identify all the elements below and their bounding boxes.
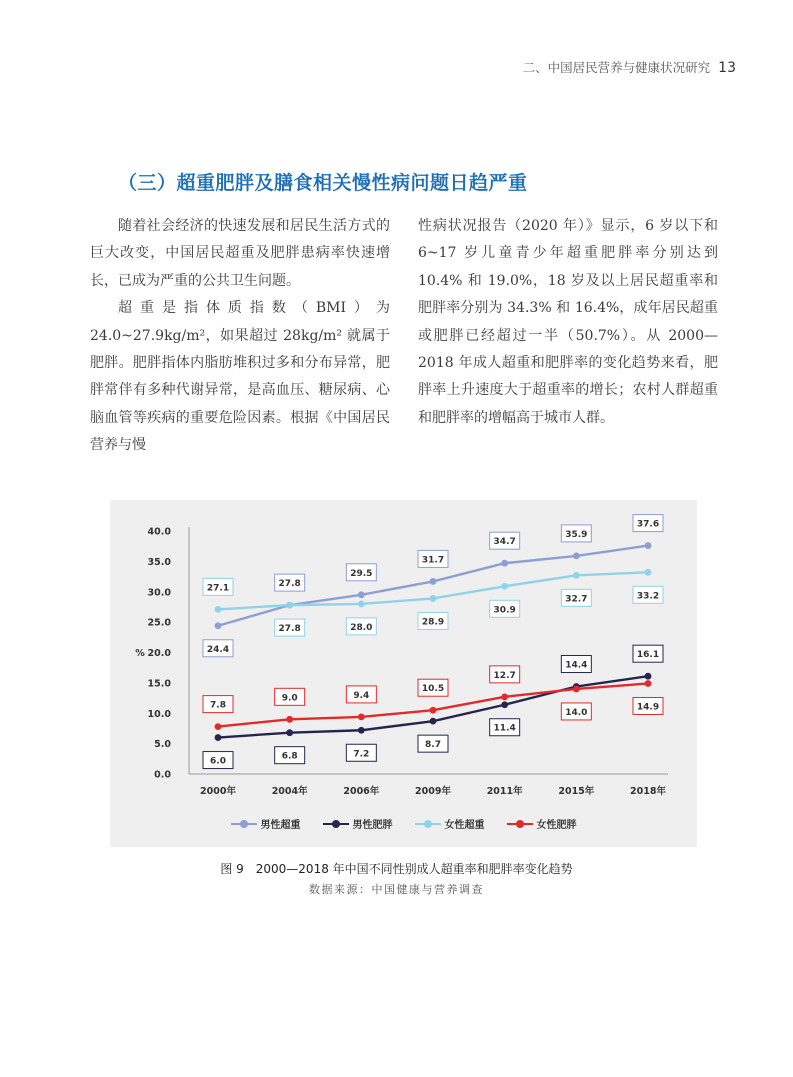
data-label: 27.1 <box>206 583 230 594</box>
x-tick-label: 2011年 <box>486 786 523 797</box>
data-label: 37.6 <box>636 519 660 530</box>
data-point <box>501 701 508 708</box>
data-label: 7.2 <box>353 749 370 760</box>
data-label: 14.4 <box>565 660 588 671</box>
data-point <box>358 713 365 720</box>
x-tick-label: 2015年 <box>558 786 595 797</box>
y-tick-label: 15.0 <box>147 678 171 690</box>
data-point <box>645 542 652 549</box>
chart-legend <box>110 816 697 831</box>
data-label: 9.4 <box>353 690 370 701</box>
y-tick-label: 30.0 <box>147 587 171 599</box>
legend-label: 男性肥胖 <box>352 820 393 831</box>
legend-label: 男性超重 <box>260 820 301 831</box>
running-head <box>523 58 736 76</box>
x-tick-label: 2006年 <box>343 786 380 797</box>
data-label: 11.4 <box>493 723 516 734</box>
legend-label: 女性肥胖 <box>536 820 577 831</box>
data-point <box>645 569 652 576</box>
data-point <box>430 595 437 602</box>
data-label: 35.9 <box>565 529 588 540</box>
legend-item-3 <box>415 816 485 831</box>
chart-panel <box>110 500 697 847</box>
data-point <box>573 572 580 579</box>
y-tick-label: 20.0 <box>147 648 171 659</box>
y-tick-label: 35.0 <box>147 556 171 568</box>
running-title: 二、中国居民营养与健康状况研究 <box>522 60 711 75</box>
data-point <box>215 622 222 629</box>
data-point <box>573 553 580 560</box>
data-point <box>358 591 365 598</box>
legend-item-2 <box>323 816 393 831</box>
data-point <box>215 606 222 613</box>
data-label: 34.7 <box>493 537 516 548</box>
data-point <box>501 583 508 590</box>
data-label: 31.7 <box>421 555 445 566</box>
data-point <box>645 673 652 680</box>
data-point <box>286 602 293 609</box>
right-column <box>418 213 718 460</box>
legend-item-4 <box>507 816 577 831</box>
y-tick-label: 0.0 <box>154 769 171 781</box>
data-label: 27.8 <box>278 624 301 635</box>
y-tick-label: 5.0 <box>154 739 171 751</box>
legend-swatch <box>231 819 257 829</box>
legend-label: 女性超重 <box>444 820 485 831</box>
data-point <box>358 727 365 734</box>
data-point <box>573 686 580 693</box>
data-point <box>430 578 437 585</box>
data-label: 6.0 <box>210 756 226 767</box>
data-label: 10.5 <box>421 684 445 695</box>
data-point <box>286 729 293 736</box>
data-label: 8.7 <box>425 740 441 751</box>
data-label: 16.1 <box>636 650 660 661</box>
line-chart <box>110 500 697 810</box>
data-label: 28.9 <box>421 617 445 628</box>
data-point <box>215 723 222 730</box>
data-label: 24.4 <box>206 644 230 655</box>
data-label: 14.0 <box>565 707 588 718</box>
data-label: 7.8 <box>210 700 226 711</box>
left-column <box>90 213 390 460</box>
data-point <box>430 718 437 725</box>
paragraph-2: 超重是指体质指数（BMI）为 24.0~27.9kg/m²，如果超过 28kg/m² 就属于肥胖。肥胖指体内脂肪堆积过多和分布异常，肥胖常伴有多种代谢异常，是高血压、糖尿病、心脑血管等疾病的重要危险因素。根据《中国居民营养与慢 <box>90 300 390 454</box>
data-label: 14.9 <box>636 702 660 713</box>
paragraph-1: 随着社会经济的快速发展和居民生活方式的巨大改变，中国居民超重及肥胖患病率快速增长，已成为严重的公共卫生问题。 <box>90 218 390 289</box>
paragraph-3: 性病状况报告（2020 年）》显示，6 岁以下和 6~17 岁儿童青少年超重肥胖率分别达到 10.4% 和 19.0%，18 岁及以上居民超重率和肥胖率分别为 34.3% 和 16.4%，成年居民超重或肥胖已经超过一半（50.7%）。从 2000—2018 年成人超重和肥胖率的变化趋势来看，肥胖率上升速度大于超重率的增长；农村人群超重和肥胖率的增幅高于城市人群。 <box>418 218 718 426</box>
legend-swatch <box>323 819 349 829</box>
data-label: 30.9 <box>493 605 516 616</box>
data-label: 9.0 <box>281 693 298 704</box>
page-number: 13 <box>718 60 736 76</box>
y-tick-label: 40.0 <box>147 526 171 538</box>
x-tick-label: 2018年 <box>630 786 666 797</box>
x-tick-label: 2004年 <box>271 786 308 797</box>
data-label: 6.8 <box>281 751 298 762</box>
data-label: 12.7 <box>493 670 516 681</box>
data-label: 33.2 <box>636 591 660 602</box>
data-point <box>215 734 222 741</box>
y-axis-label: % <box>135 648 145 659</box>
data-label: 32.7 <box>565 594 588 605</box>
body-text <box>90 213 718 460</box>
data-point <box>501 560 508 567</box>
data-point <box>358 601 365 608</box>
data-label: 28.0 <box>350 622 373 633</box>
data-point <box>430 707 437 714</box>
data-point <box>501 693 508 700</box>
legend-swatch <box>415 819 441 829</box>
data-label: 29.5 <box>350 568 373 579</box>
x-tick-label: 2009年 <box>415 786 451 797</box>
x-tick-label: 2000年 <box>200 786 236 797</box>
data-point <box>286 716 293 723</box>
y-tick-label: 25.0 <box>147 617 171 629</box>
data-label: 27.8 <box>278 579 301 590</box>
figure-source: 数据来源：中国健康与营养调查 <box>309 883 484 896</box>
data-point <box>645 680 652 687</box>
section-title: （三）超重肥胖及膳食相关慢性病问题日趋严重 <box>118 172 528 194</box>
y-tick-label: 10.0 <box>147 708 171 720</box>
figure-caption: 图 9 2000—2018 年中国不同性别成人超重率和肥胖率变化趋势 <box>220 862 573 876</box>
legend-swatch <box>507 819 533 829</box>
legend-item-1 <box>231 816 301 831</box>
